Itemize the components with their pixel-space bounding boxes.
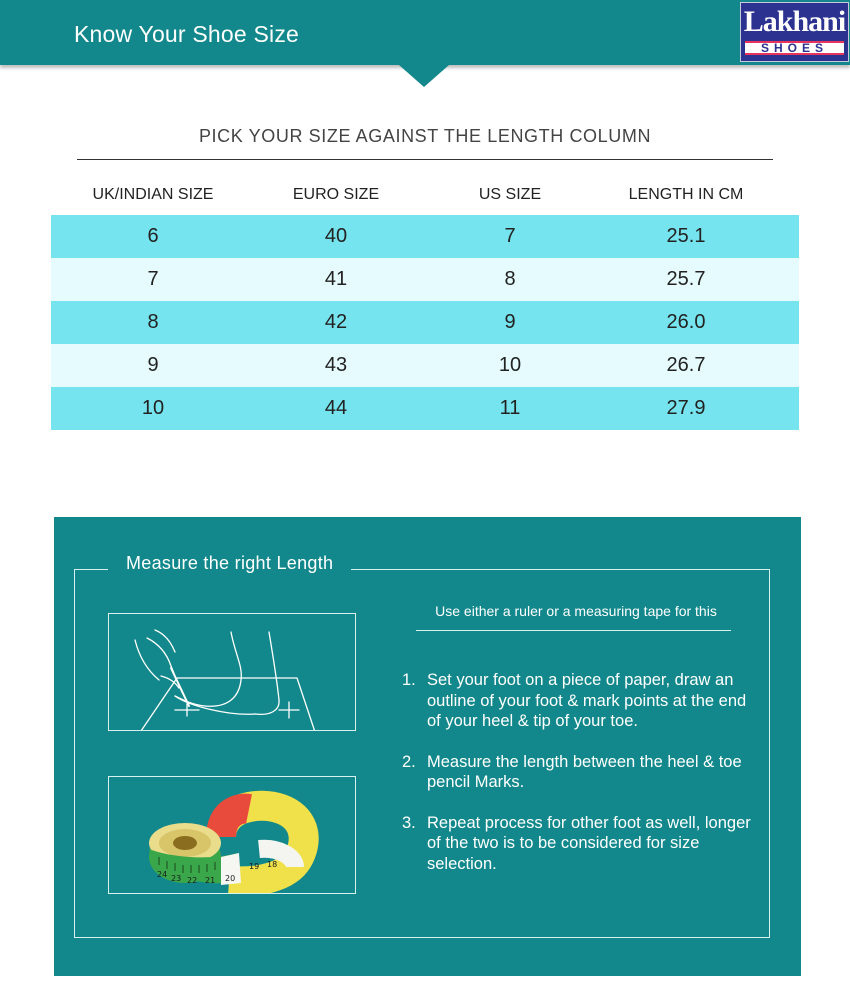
tape-mark: 18 bbox=[267, 860, 278, 869]
list-item bbox=[402, 752, 752, 793]
chart-subtitle: PICK YOUR SIZE AGAINST THE LENGTH COLUMN bbox=[198, 126, 652, 146]
foot-tracing-illustration bbox=[108, 613, 356, 731]
tape-mark: 19 bbox=[249, 862, 260, 871]
cell-uk: 7 bbox=[147, 268, 159, 290]
table-header bbox=[51, 186, 799, 206]
table-row bbox=[51, 215, 799, 258]
cell-us: 9 bbox=[504, 311, 516, 333]
tip-divider bbox=[416, 630, 731, 631]
cell-euro: 44 bbox=[324, 397, 348, 419]
step-text: Measure the length between the heel & toe pencil Marks. bbox=[427, 752, 742, 791]
tape-mark: 20 bbox=[225, 874, 236, 883]
table-row bbox=[51, 344, 799, 387]
step-number: 3. bbox=[402, 813, 416, 832]
cell-uk: 10 bbox=[141, 397, 165, 419]
cell-euro: 40 bbox=[324, 225, 348, 247]
list-item bbox=[402, 670, 752, 732]
cell-euro: 41 bbox=[324, 268, 348, 290]
cell-length: 26.0 bbox=[666, 311, 706, 333]
header-bar bbox=[0, 0, 850, 65]
cell-us: 8 bbox=[504, 268, 516, 290]
size-table bbox=[51, 215, 799, 430]
logo-wordmark: Lakhani bbox=[743, 5, 846, 38]
step-text: Repeat process for other foot as well, longer of the two is to be considered for size selection. bbox=[427, 813, 751, 873]
logo-subtext: SHOES bbox=[760, 41, 828, 55]
column-header-uk: UK/INDIAN SIZE bbox=[92, 186, 214, 203]
tape-mark: 21 bbox=[205, 876, 216, 885]
tape-mark: 22 bbox=[187, 876, 198, 885]
cell-euro: 43 bbox=[324, 354, 348, 376]
measuring-tape-illustration bbox=[108, 776, 356, 894]
page-title: Know Your Shoe Size bbox=[74, 21, 300, 47]
cell-length: 25.1 bbox=[666, 225, 706, 247]
step-text: Set your foot on a piece of paper, draw an outline of your foot & mark points at the end of your heel & tip of your toe. bbox=[427, 671, 747, 730]
cell-length: 27.9 bbox=[666, 397, 706, 419]
cell-length: 25.7 bbox=[666, 268, 706, 290]
column-header-euro: EURO SIZE bbox=[292, 186, 380, 203]
cell-length: 26.7 bbox=[666, 354, 706, 376]
list-item bbox=[402, 813, 752, 875]
cell-uk: 8 bbox=[147, 311, 159, 333]
cell-euro: 42 bbox=[324, 311, 348, 333]
measure-panel bbox=[54, 517, 801, 976]
table-row bbox=[51, 258, 799, 301]
cell-us: 10 bbox=[498, 354, 522, 376]
table-row bbox=[51, 301, 799, 344]
steps-list bbox=[402, 670, 752, 894]
subtitle-divider bbox=[77, 159, 773, 160]
measure-title: Measure the right Length bbox=[108, 553, 351, 574]
cell-uk: 9 bbox=[147, 354, 159, 376]
tape-mark: 23 bbox=[171, 874, 182, 883]
table-row bbox=[51, 387, 799, 430]
step-number: 2. bbox=[402, 752, 416, 771]
header-pointer bbox=[399, 65, 449, 87]
cell-uk: 6 bbox=[147, 225, 159, 247]
tape-mark: 24 bbox=[157, 870, 168, 879]
cell-us: 7 bbox=[504, 225, 516, 247]
brand-logo[interactable] bbox=[740, 2, 849, 62]
column-header-us: US SIZE bbox=[478, 186, 542, 203]
column-header-length: LENGTH IN CM bbox=[628, 186, 744, 203]
cell-us: 11 bbox=[499, 397, 521, 419]
measuring-tape-icon bbox=[109, 777, 355, 893]
tip-text: Use either a ruler or a measuring tape for this bbox=[435, 603, 717, 619]
step-number: 1. bbox=[402, 671, 416, 689]
foot-outline-icon bbox=[109, 614, 355, 730]
